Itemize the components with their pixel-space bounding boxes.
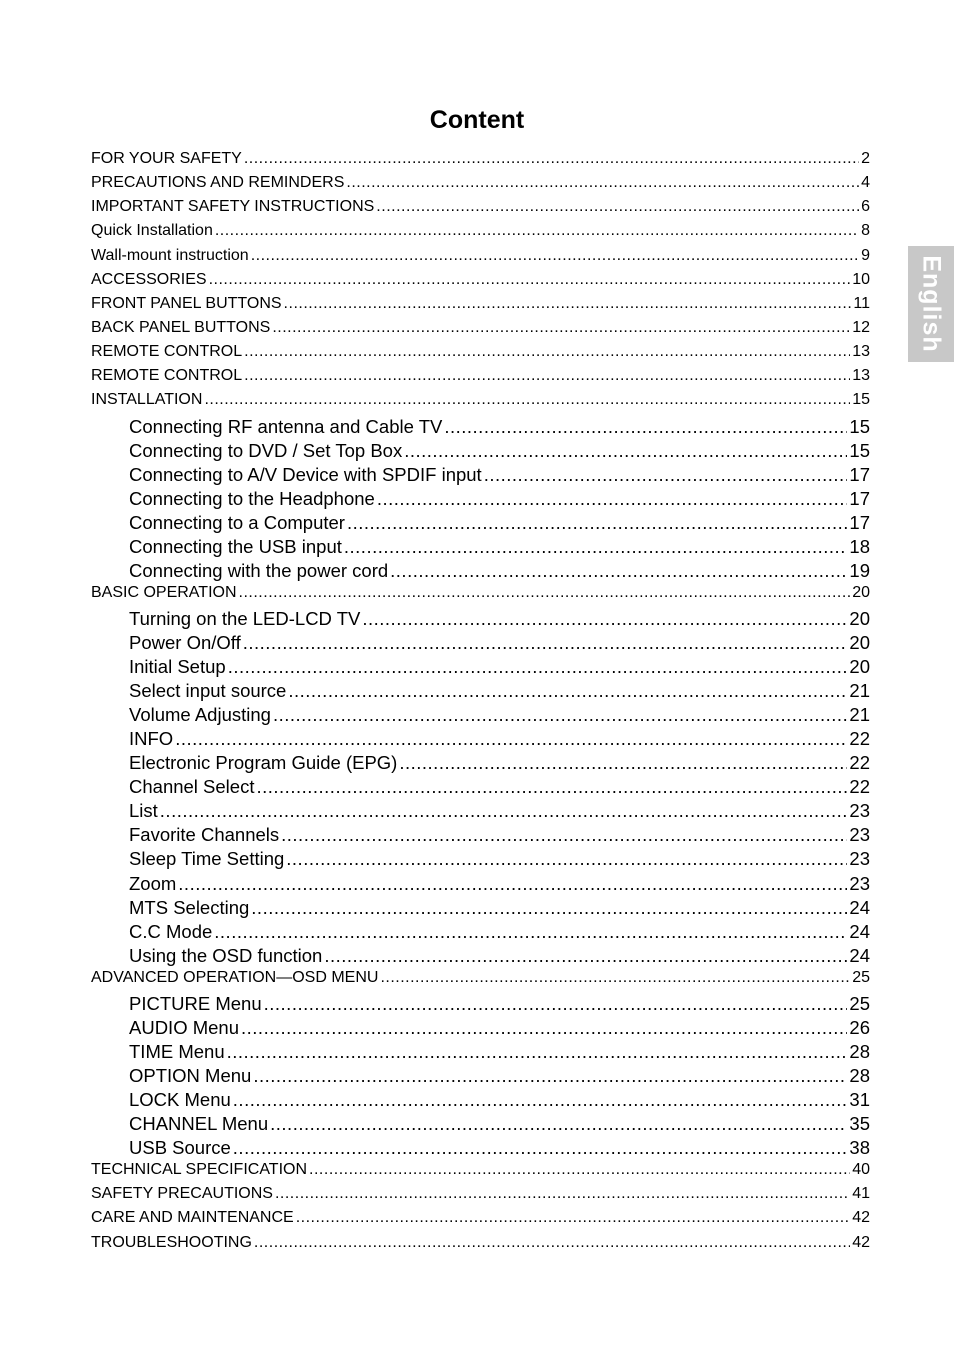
toc-leader-dots	[228, 656, 848, 678]
toc-subentry[interactable]	[91, 1113, 870, 1137]
toc-leader-dots	[380, 969, 850, 987]
toc-entry-page: 20	[852, 583, 870, 601]
toc-entry-page: 22	[849, 776, 870, 798]
toc-entry-page: 24	[849, 920, 870, 942]
toc-entry[interactable]	[91, 343, 870, 367]
toc-entry-label: MTS Selecting	[129, 896, 250, 918]
toc-entry-label: REMOTE CONTROL	[91, 343, 243, 361]
toc-subentry[interactable]	[91, 848, 870, 872]
toc-leader-dots	[344, 536, 848, 558]
toc-entry-page: 20	[849, 656, 870, 678]
toc-subentry[interactable]	[91, 873, 870, 897]
toc-leader-dots	[286, 848, 847, 870]
toc-subentry[interactable]	[91, 536, 870, 560]
toc-entry[interactable]	[91, 367, 870, 391]
toc-entry-page: 25	[852, 968, 870, 986]
toc-entry-page: 17	[849, 487, 870, 509]
toc-entry-page: 22	[849, 752, 870, 774]
toc-subentry[interactable]	[91, 1041, 870, 1065]
toc-entry-label: Quick Installation	[91, 222, 213, 240]
toc-entry-label: TECHNICAL SPECIFICATION	[91, 1161, 308, 1179]
toc-subentry[interactable]	[91, 632, 870, 656]
toc-entry-label: PICTURE Menu	[129, 992, 262, 1014]
toc-entry-page: 23	[849, 848, 870, 870]
toc-entry-label: PRECAUTIONS AND REMINDERS	[91, 174, 345, 192]
toc-entry-page: 24	[849, 944, 870, 966]
page-title: Content	[429, 106, 525, 134]
toc-entry[interactable]	[91, 1234, 870, 1258]
toc-subentry[interactable]	[91, 824, 870, 848]
toc-entry-label: Sleep Time Setting	[129, 848, 285, 870]
toc-leader-dots	[346, 174, 859, 192]
toc-entry-page: 24	[849, 896, 870, 918]
toc-leader-dots	[244, 367, 850, 385]
toc-leader-dots	[284, 295, 852, 313]
toc-leader-dots	[227, 1041, 848, 1063]
toc-leader-dots	[288, 680, 847, 702]
toc-entry-label: Connecting with the power cord	[129, 559, 389, 581]
toc-subentry[interactable]	[91, 1137, 870, 1161]
toc-subentry[interactable]	[91, 560, 870, 584]
table-of-contents	[91, 150, 870, 1258]
toc-subentry[interactable]	[91, 440, 870, 464]
toc-entry-label: REMOTE CONTROL	[91, 367, 243, 385]
toc-entry-page: 18	[849, 535, 870, 557]
toc-entry-label: Zoom	[129, 872, 177, 894]
toc-entry-page: 23	[849, 824, 870, 846]
toc-subentry[interactable]	[91, 945, 870, 969]
toc-leader-dots	[239, 584, 851, 602]
toc-entry-page: 15	[849, 439, 870, 461]
toc-entry-label: TROUBLESHOOTING	[91, 1233, 252, 1251]
toc-entry-label: BASIC OPERATION	[91, 583, 237, 601]
toc-subentry[interactable]	[91, 728, 870, 752]
toc-leader-dots	[362, 608, 847, 630]
toc-leader-dots	[390, 560, 847, 582]
toc-subentry[interactable]	[91, 800, 870, 824]
toc-entry[interactable]	[91, 174, 870, 198]
toc-entry[interactable]	[91, 319, 870, 343]
toc-entry-label: CARE AND MAINTENANCE	[91, 1209, 294, 1227]
toc-entry-page: 9	[861, 246, 870, 264]
toc-entry-page: 28	[849, 1065, 870, 1086]
toc-leader-dots	[214, 921, 847, 943]
toc-subentry[interactable]	[91, 488, 870, 512]
toc-entry-label: AUDIO Menu	[129, 1016, 240, 1038]
toc-entry-label: Connecting to the Headphone	[129, 487, 375, 509]
toc-entry[interactable]	[91, 584, 870, 608]
toc-subentry[interactable]	[91, 921, 870, 945]
toc-entry-page: 17	[849, 511, 870, 533]
toc-entry-label: Connecting to A/V Device with SPDIF input	[129, 463, 482, 485]
toc-entry-page: 42	[852, 1209, 870, 1227]
toc-leader-dots	[270, 1113, 847, 1135]
toc-entry-page: 20	[849, 632, 870, 654]
toc-subentry[interactable]	[91, 656, 870, 680]
toc-entry-label: List	[129, 800, 158, 822]
toc-leader-dots	[264, 993, 848, 1015]
toc-leader-dots	[404, 440, 847, 462]
toc-entry-page: 8	[861, 222, 870, 240]
toc-entry-page: 31	[849, 1089, 870, 1111]
toc-entry-label: ACCESSORIES	[91, 270, 207, 288]
toc-entry-label: INFO	[129, 728, 174, 750]
toc-subentry[interactable]	[91, 993, 870, 1017]
toc-subentry[interactable]	[91, 512, 870, 536]
toc-entry-page: 25	[849, 992, 870, 1014]
toc-leader-dots	[309, 1161, 850, 1179]
toc-leader-dots	[233, 1089, 848, 1111]
toc-leader-dots	[178, 873, 847, 895]
toc-entry[interactable]	[91, 391, 870, 415]
toc-entry-page: 11	[853, 294, 870, 312]
toc-entry-page: 6	[861, 198, 870, 216]
toc-entry-label: TIME Menu	[129, 1040, 225, 1062]
toc-leader-dots	[244, 343, 850, 361]
toc-entry-label: Electronic Program Guide (EPG)	[129, 752, 398, 774]
toc-entry-page: 4	[861, 174, 870, 192]
toc-entry-page: 38	[849, 1137, 870, 1159]
toc-leader-dots	[347, 512, 847, 534]
toc-entry[interactable]	[91, 295, 870, 319]
toc-entry[interactable]	[91, 222, 870, 246]
toc-subentry[interactable]	[91, 704, 870, 728]
toc-entry-page: 23	[849, 800, 870, 822]
toc-leader-dots	[281, 824, 847, 846]
toc-leader-dots	[377, 488, 848, 510]
toc-subentry[interactable]	[91, 416, 870, 440]
toc-entry-label: Connecting to DVD / Set Top Box	[129, 439, 403, 461]
toc-entry-page: 21	[849, 704, 870, 726]
toc-leader-dots	[204, 391, 850, 409]
toc-entry-page: 21	[849, 680, 870, 702]
toc-leader-dots	[160, 800, 848, 822]
toc-subentry[interactable]	[91, 776, 870, 800]
toc-entry-label: Select input source	[129, 680, 287, 702]
toc-subentry[interactable]	[91, 752, 870, 776]
toc-leader-dots	[243, 632, 848, 654]
toc-entry-page: 26	[849, 1016, 870, 1038]
toc-entry-label: OPTION Menu	[129, 1065, 252, 1086]
toc-entry-page: 42	[852, 1233, 870, 1251]
toc-entry-label: Favorite Channels	[129, 824, 280, 846]
toc-leader-dots	[275, 1185, 850, 1203]
toc-entry-label: Connecting the USB input	[129, 535, 342, 557]
toc-entry-label: C.C Mode	[129, 920, 213, 942]
toc-entry[interactable]	[91, 1185, 870, 1209]
toc-entry-label: Volume Adjusting	[129, 704, 271, 726]
toc-entry-label: CHANNEL Menu	[129, 1113, 269, 1135]
toc-subentry[interactable]	[91, 1065, 870, 1089]
toc-entry-page: 13	[852, 343, 870, 361]
toc-leader-dots	[399, 752, 847, 774]
toc-entry-page: 28	[849, 1040, 870, 1062]
toc-leader-dots	[376, 198, 859, 216]
toc-entry-page: 2	[861, 150, 870, 167]
toc-entry-page: 41	[852, 1185, 870, 1203]
toc-entry[interactable]	[91, 271, 870, 295]
toc-leader-dots	[256, 776, 847, 798]
toc-entry-label: Turning on the LED-LCD TV	[129, 608, 361, 630]
toc-leader-dots	[244, 150, 859, 168]
toc-entry-page: 12	[852, 318, 870, 336]
toc-entry-label: FRONT PANEL BUTTONS	[91, 294, 282, 312]
toc-entry-label: ADVANCED OPERATION—OSD MENU	[91, 968, 379, 986]
toc-entry[interactable]	[91, 1161, 870, 1185]
toc-entry-page: 19	[849, 559, 870, 581]
toc-entry-label: Channel Select	[129, 776, 255, 798]
toc-leader-dots	[253, 1065, 847, 1087]
toc-entry[interactable]	[91, 969, 870, 993]
toc-subentry[interactable]	[91, 464, 870, 488]
toc-entry-page: 23	[849, 872, 870, 894]
toc-entry[interactable]	[91, 198, 870, 222]
toc-leader-dots	[272, 319, 850, 337]
toc-entry-page: 17	[849, 463, 870, 485]
toc-entry-page: 22	[849, 728, 870, 750]
toc-subentry[interactable]	[91, 1017, 870, 1041]
language-tab	[908, 246, 954, 362]
toc-entry-page: 40	[852, 1161, 870, 1179]
toc-entry[interactable]	[91, 247, 870, 271]
toc-subentry[interactable]	[91, 680, 870, 704]
toc-entry-label: USB Source	[129, 1137, 231, 1159]
toc-entry-label: Initial Setup	[129, 656, 226, 678]
toc-subentry[interactable]	[91, 897, 870, 921]
toc-entry[interactable]	[91, 150, 870, 174]
toc-entry-label: IMPORTANT SAFETY INSTRUCTIONS	[91, 198, 375, 216]
toc-entry-page: 35	[849, 1113, 870, 1135]
toc-entry-page: 10	[852, 270, 870, 288]
toc-leader-dots	[254, 1234, 850, 1252]
toc-subentry[interactable]	[91, 1089, 870, 1113]
toc-leader-dots	[484, 464, 848, 486]
toc-leader-dots	[251, 247, 859, 265]
toc-entry-label: Connecting RF antenna and Cable TV	[129, 415, 443, 437]
toc-leader-dots	[444, 416, 847, 438]
toc-entry-label: Wall-mount instruction	[91, 246, 249, 264]
toc-entry-label: FOR YOUR SAFETY	[91, 150, 242, 167]
language-tab-label: English	[917, 255, 946, 353]
toc-entry-page: 15	[849, 415, 870, 437]
toc-entry-label: BACK PANEL BUTTONS	[91, 318, 271, 336]
toc-entry-page: 13	[852, 367, 870, 385]
toc-entry-page: 20	[849, 608, 870, 630]
toc-leader-dots	[241, 1017, 847, 1039]
toc-leader-dots	[233, 1137, 848, 1159]
toc-entry-label: Connecting to a Computer	[129, 511, 345, 533]
toc-leader-dots	[209, 271, 851, 289]
toc-entry-label: LOCK Menu	[129, 1089, 231, 1111]
toc-leader-dots	[251, 897, 847, 919]
toc-leader-dots	[296, 1209, 851, 1227]
toc-entry-label: Power On/Off	[129, 632, 241, 654]
toc-leader-dots	[324, 945, 847, 967]
toc-entry-label: Using the OSD function	[129, 944, 323, 966]
toc-entry-label: SAFETY PRECAUTIONS	[91, 1185, 273, 1203]
toc-subentry[interactable]	[91, 608, 870, 632]
toc-leader-dots	[175, 728, 847, 750]
toc-leader-dots	[273, 704, 847, 726]
toc-entry-label: INSTALLATION	[91, 391, 203, 409]
toc-entry-page: 15	[852, 391, 870, 409]
toc-entry[interactable]	[91, 1209, 870, 1233]
toc-leader-dots	[215, 222, 859, 240]
